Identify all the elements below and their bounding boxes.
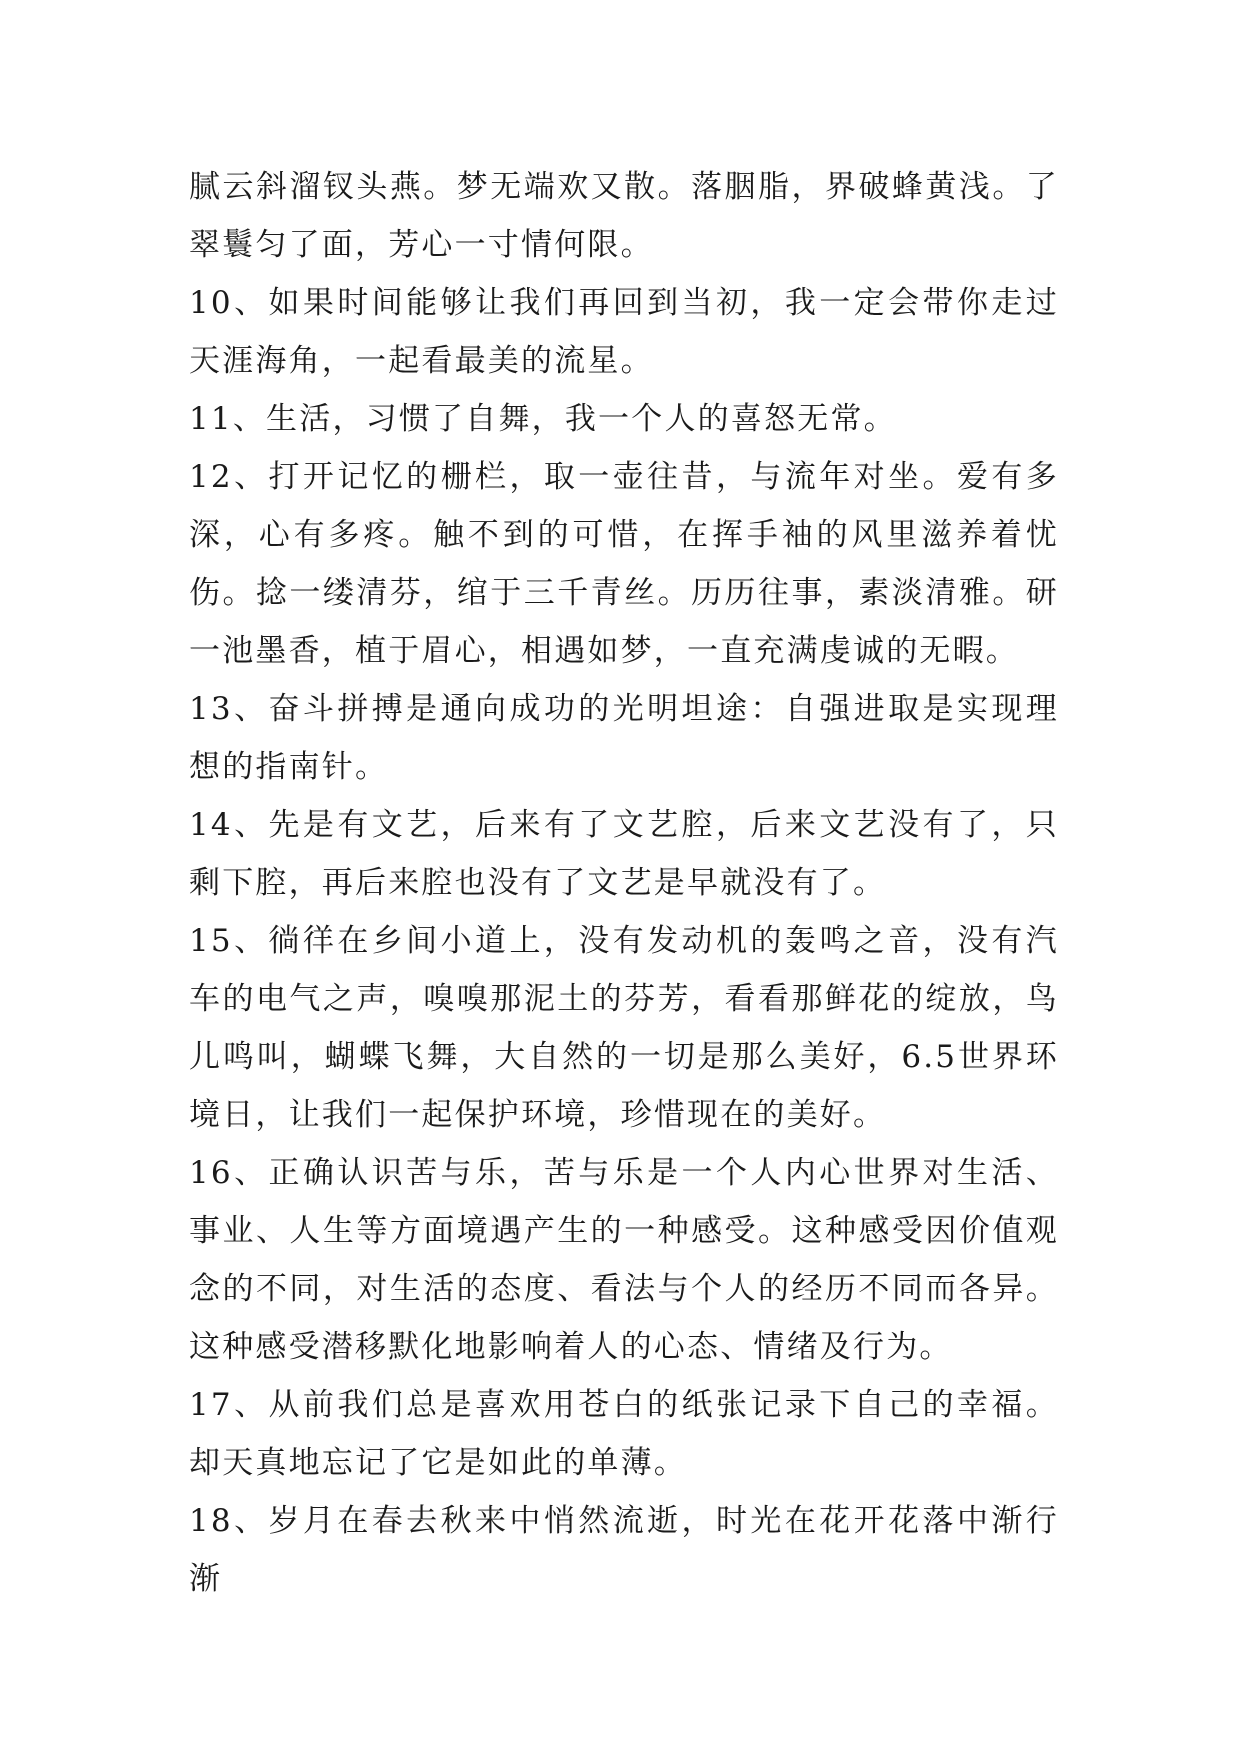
paragraph-item-10: 10、如果时间能够让我们再回到当初，我一定会带你走过天涯海角，一起看最美的流星。 — [189, 285, 1059, 379]
paragraph-item-11: 11、生活，习惯了自舞，我一个人的喜怒无常。 — [189, 401, 897, 437]
paragraph-item-12: 12、打开记忆的栅栏，取一壶往昔，与流年对坐。爱有多深，心有多疼。触不到的可惜，在挥手袖的风里滋养着忧伤。捻一缕清芬，绾于三千青丝。历历往事，素淡清雅。研一池墨香，植于眉心，相遇如梦，一直充满虔诚的无暇。 — [189, 459, 1059, 669]
paragraph-continued-poem: 腻云斜溜钗头燕。梦无端欢又散。落胭脂，界破蜂黄浅。了翠鬟匀了面，芳心一寸情何限。 — [189, 169, 1059, 263]
paragraph-item-15: 15、徜徉在乡间小道上，没有发动机的轰鸣之音，没有汽车的电气之声，嗅嗅那泥土的芬芳，看看那鲜花的绽放，鸟儿鸣叫，蝴蝶飞舞，大自然的一切是那么美好，6.5世界环境日，让我们一起保护环境，珍惜现在的美好。 — [189, 923, 1059, 1133]
paragraph-item-16: 16、正确认识苦与乐，苦与乐是一个人内心世界对生活、事业、人生等方面境遇产生的一种感受。这种感受因价值观念的不同，对生活的态度、看法与个人的经历不同而各异。这种感受潜移默化地影响着人的心态、情绪及行为。 — [189, 1155, 1059, 1365]
paragraph-item-17: 17、从前我们总是喜欢用苍白的纸张记录下自己的幸福。却天真地忘记了它是如此的单薄。 — [189, 1387, 1059, 1481]
paragraph-item-14: 14、先是有文艺，后来有了文艺腔，后来文艺没有了，只剩下腔，再后来腔也没有了文艺是早就没有了。 — [189, 807, 1059, 901]
document-body — [189, 158, 1059, 1608]
paragraph-item-13: 13、奋斗拼搏是通向成功的光明坦途：自强进取是实现理想的指南针。 — [189, 691, 1059, 785]
paragraph-item-18: 18、岁月在春去秋来中悄然流逝，时光在花开花落中渐行渐 — [189, 1503, 1059, 1597]
